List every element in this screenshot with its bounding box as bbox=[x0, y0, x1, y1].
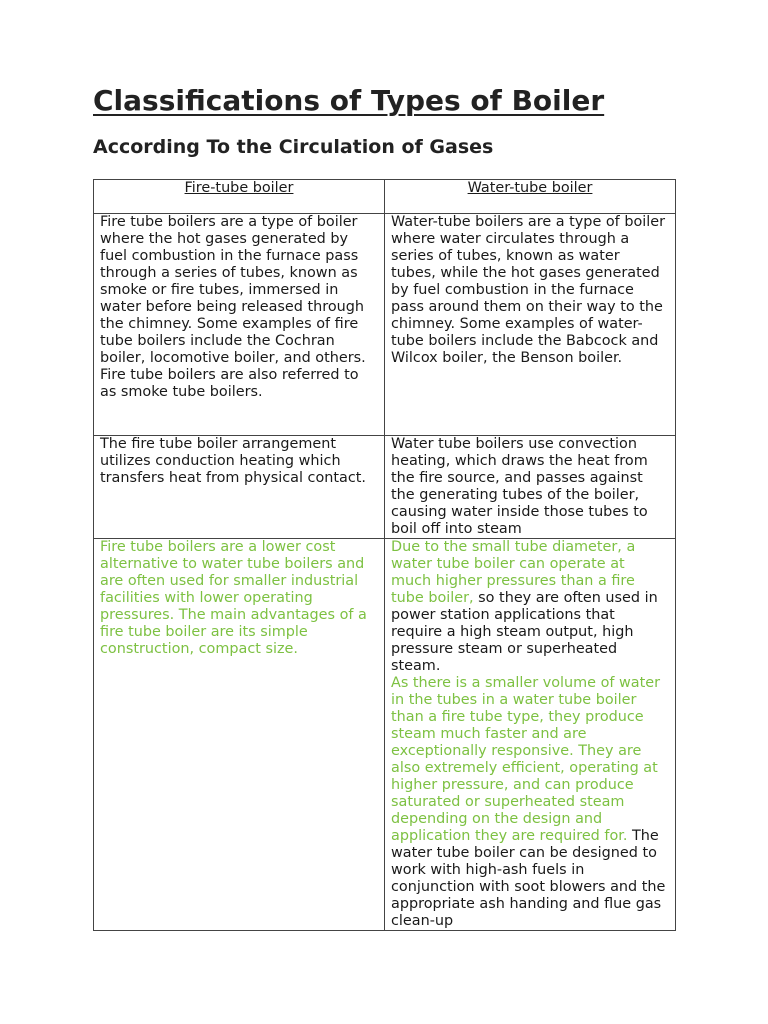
cell-fire-definition: Fire tube boilers are a type of boiler where the hot gases generated by fuel combustion in the furnace pass through a series of tubes, known as smoke or fire tubes, immersed in water before being released through the chimney. Some examples of fire tube boilers include the Cochran boiler, locomotive boiler, and others. Fire tube boilers are also referred to as smoke tube boilers. bbox=[94, 214, 385, 436]
section-heading: According To the Circulation of Gases bbox=[93, 136, 494, 158]
table-row bbox=[94, 214, 676, 436]
header-water-tube: Water-tube boiler bbox=[385, 180, 676, 214]
table-row bbox=[94, 436, 676, 539]
water-advantage-text-1: so they are often used in power station applications that require a high steam output, high pressure steam or superheated steam. bbox=[391, 590, 658, 674]
cell-fire-advantages: Fire tube boilers are a lower cost alternative to water tube boilers and are often used for smaller industrial facilities with lower operating pressures. The main advantages of a fire tube boiler are its simple construction, compact size. bbox=[94, 539, 385, 931]
cell-water-advantages bbox=[385, 539, 676, 931]
water-advantage-text-2: The water tube boiler can be designed to work with high-ash fuels in conjunction with soot blowers and the appropriate ash handing and flue gas clean-up bbox=[391, 828, 666, 929]
water-advantage-green-2: As there is a smaller volume of water in the tubes in a water tube boiler than a fire tube type, they produce steam much faster and are exceptionally responsive. They are also extremely efficient, operating at higher pressure, and can produce saturated or superheated steam depending on the design and application they are required for. bbox=[391, 675, 661, 844]
table-row bbox=[94, 539, 676, 931]
page-title: Classifications of Types of Boiler bbox=[93, 84, 605, 117]
comparison-table bbox=[93, 179, 676, 931]
water-advantage-green-1: Due to the small tube diameter, a water tube boiler can operate at much higher pressures than a fire tube boiler, bbox=[391, 539, 636, 606]
cell-fire-heating: The fire tube boiler arrangement utilizes conduction heating which transfers heat from physical contact. bbox=[94, 436, 385, 539]
cell-water-definition: Water-tube boilers are a type of boiler where water circulates through a series of tubes, known as water tubes, while the hot gases generated by fuel combustion in the furnace pass around them on their way to the chimney. Some examples of water-tube boilers include the Babcock and Wilcox boiler, the Benson boiler. bbox=[385, 214, 676, 436]
table-header-row bbox=[94, 180, 676, 214]
header-fire-tube: Fire-tube boiler bbox=[94, 180, 385, 214]
cell-water-heating: Water tube boilers use convection heating, which draws the heat from the fire source, and passes against the generating tubes of the boiler, causing water inside those tubes to boil off into steam bbox=[385, 436, 676, 539]
